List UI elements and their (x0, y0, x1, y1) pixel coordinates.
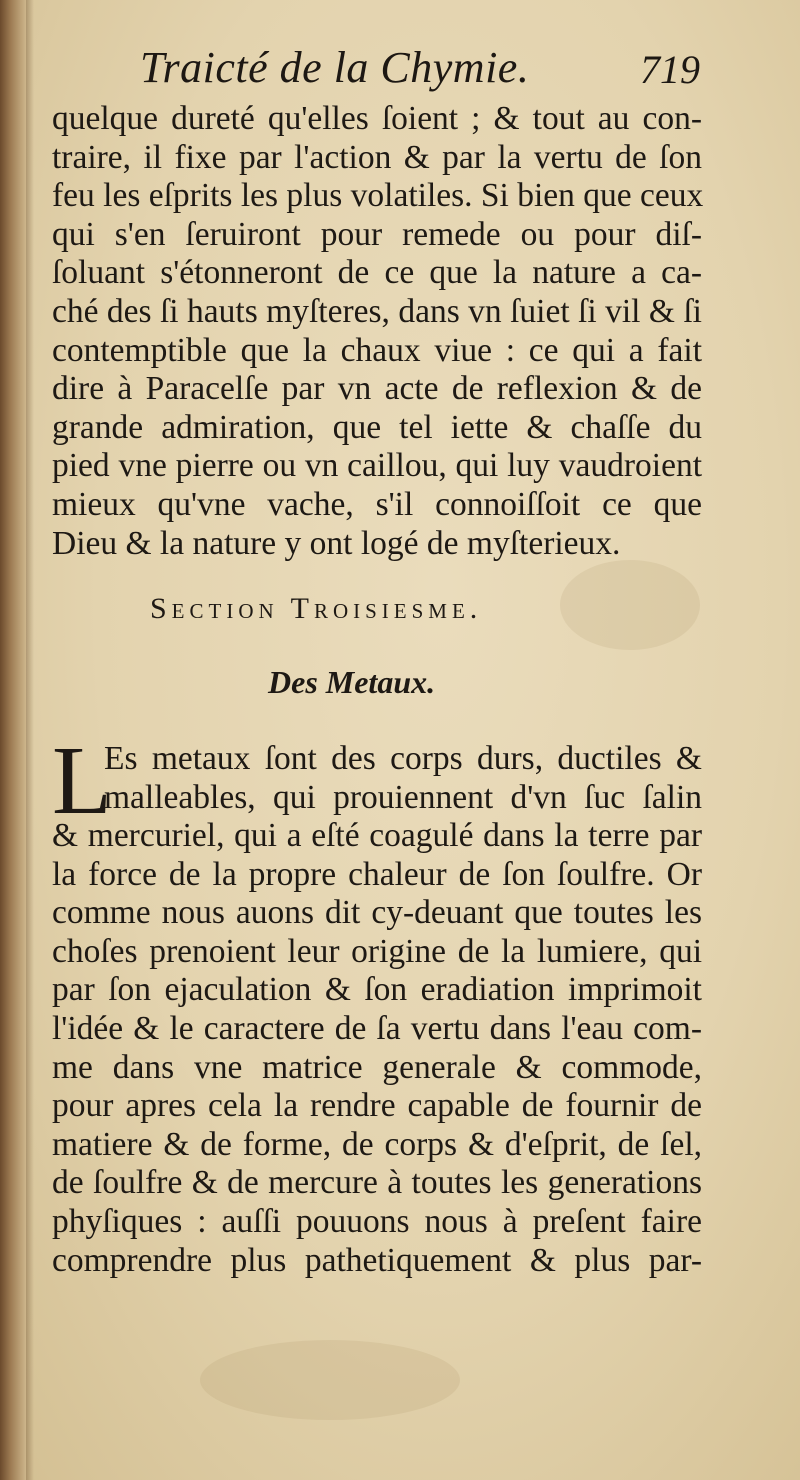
text-line: ſoluant s'étonneront de ce que la nature a ca- (52, 254, 702, 292)
text-line: de ſoulfre & de mercure à toutes les generations (52, 1164, 702, 1202)
paper-stain (200, 1340, 460, 1420)
text-line: grande admiration, que tel iette & chaſſe du (52, 408, 702, 446)
paragraph-1 (52, 100, 702, 563)
running-header (140, 42, 700, 100)
paragraph-2 (52, 817, 702, 1280)
text-line: quelque dureté qu'elles ſoient ; & tout au con- (52, 100, 702, 137)
book-gutter (0, 0, 26, 1480)
text-line: choſes prenoient leur origine de la lumiere, qui (52, 932, 702, 970)
gutter-shadow (26, 0, 34, 1480)
drop-initial: L (52, 727, 112, 835)
text-line: mieux qu'vne vache, s'il connoiſſoit ce que (52, 485, 702, 523)
text-line: me dans vne matrice generale & commode, (52, 1048, 702, 1086)
text-line: comme nous auons dit cy-deuant que toutes les (52, 894, 702, 932)
chapter-subheading: Des Metaux. (268, 664, 436, 700)
text-line: l'idée & le caractere de ſa vertu dans l'eau com- (52, 1009, 702, 1047)
text-line: Es metaux ſont des corps durs, ductiles & (104, 740, 702, 777)
text-line: malleables, qui prouiennent d'vn ſuc ſalin (104, 778, 702, 816)
text-line: pied vne pierre ou vn caillou, qui luy vaudroient (52, 447, 702, 485)
text-line: comprendre plus pathetiquement & plus par- (52, 1241, 702, 1279)
text-line: & mercuriel, qui a eſté coagulé dans la terre par (52, 817, 702, 854)
text-line: traire, il fixe par l'action & par la vertu de ſon (52, 138, 702, 176)
text-line: la force de la propre chaleur de ſon ſoulfre. Or (52, 855, 702, 893)
text-line: par ſon ejaculation & ſon eradiation imprimoit (52, 971, 702, 1009)
text-line: matiere & de forme, de corps & d'eſprit, de ſel, (52, 1125, 702, 1163)
text-line: contemptible que la chaux viue : ce qui a fait (52, 331, 702, 369)
paragraph-2-opening (104, 740, 702, 817)
text-line: pour apres cela la rendre capable de fournir de (52, 1087, 702, 1125)
text-line: qui s'en ſeruiront pour remede ou pour diſ- (52, 215, 702, 253)
section-heading: Section Troisiesme. (150, 592, 483, 625)
text-line: ché des ſi hauts myſteres, dans vn ſuiet ſi vil & ſi (52, 292, 702, 330)
running-title: Traicté de la Chymie. (140, 43, 530, 92)
text-line: phyſiques : auſſi pouuons nous à preſent faire (52, 1202, 702, 1240)
text-line: dire à Paracelſe par vn acte de reflexion & de (52, 370, 702, 408)
text-line: feu les eſprits les plus volatiles. Si bien que ceux (52, 177, 704, 215)
paper-stain (560, 560, 700, 650)
page-number: 719 (640, 47, 700, 92)
text-line: Dieu & la nature y ont logé de myſterieux. (52, 524, 621, 562)
